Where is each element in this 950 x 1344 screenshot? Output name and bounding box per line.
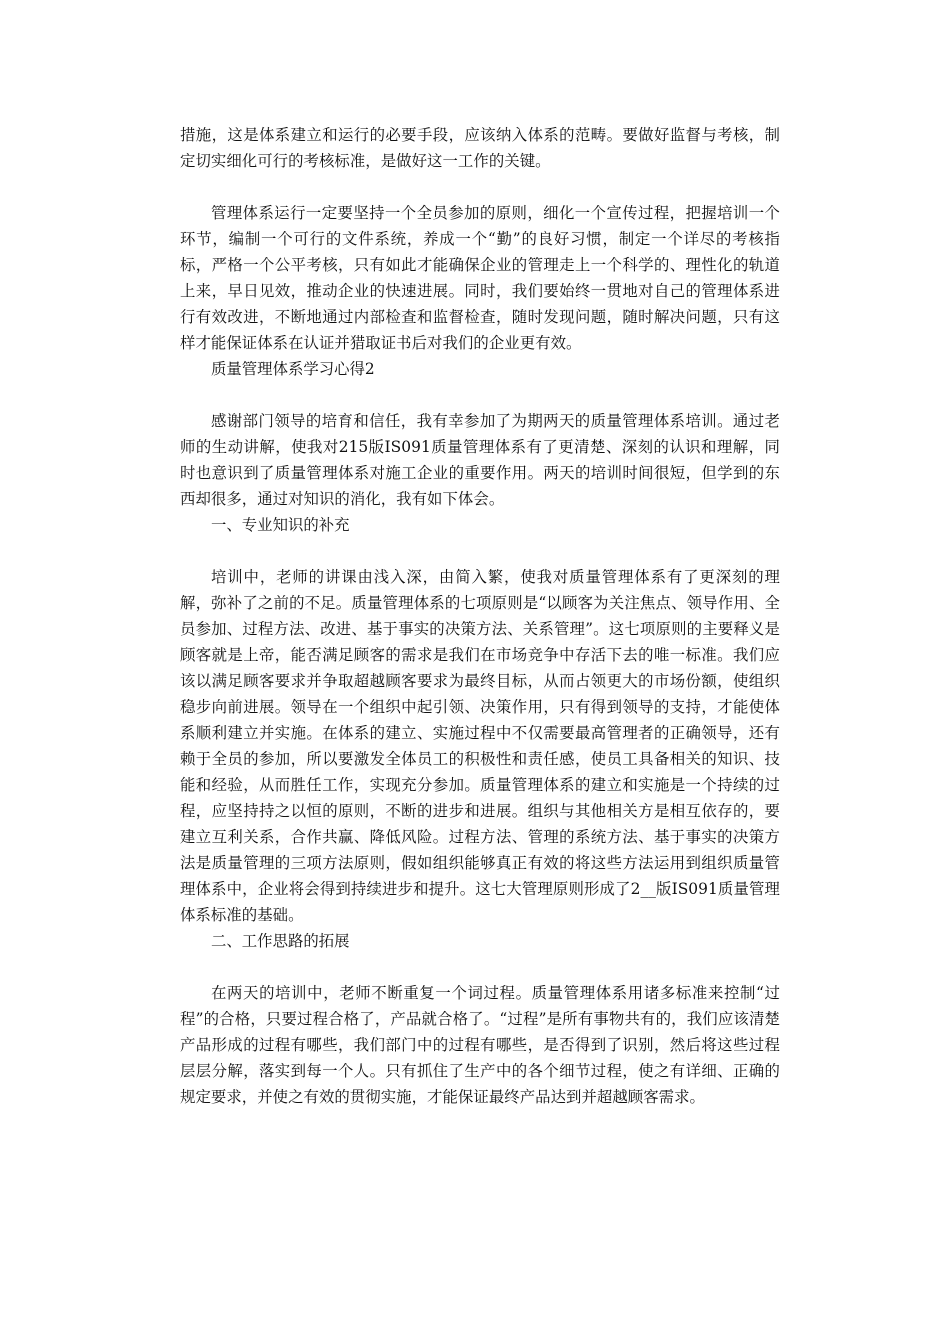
paragraph-seven-principles: 培训中，老师的讲课由浅入深，由简入繁，使我对质量管理体系有了更深刻的理解，弥补了之前的不足。质量管理体系的七项原则是“以顾客为关注焦点、领导作用、全员参加、过程方法、改进、基于事实的决策方法、关系管理”。这七项原则的主要释义是顾客就是上帝，能否满足顾客的需求是我们在市场竞争中存活下去的唯一标准。我们应该以满足顾客要求并争取超越顾客要求为最终目标，从而占领更大的市场份额，使组织稳步向前进展。领导在一个组织中起引领、决策作用，只有得到领导的支持，才能使体系顺利建立并实施。在体系的建立、实施过程中不仅需要最高管理者的正确领导，还有赖于全员的参加，所以要激发全体员工的积极性和责任感，使员工具备相关的知识、技能和经验，从而胜任工作，实现充分参加。质量管理体系的建立和实施是一个持续的过程，应坚持持之以恒的原则，不断的进步和进展。组织与其他相关方是相互依存的，要建立互利关系，合作共赢、降低风险。过程方法、管理的系统方法、基于事实的决策方法是质量管理的三项方法原则，假如组织能够真正有效的将这些方法运用到组织质量管理体系中，企业将会得到持续进步和提升。这七大管理原则形成了2__版IS091质量管理体系标准的基础。 (180, 568, 780, 924)
section-title-learning-notes-2: 质量管理体系学习心得2 (211, 360, 375, 378)
paragraph-management-system-operation: 管理体系运行一定要坚持一个全员参加的原则，细化一个宣传过程，把握培训一个环节，编制一个可行的文件系统，养成一个“勤”的良好习惯，制定一个详尽的考核指标，严格一个公平考核，只有如此才能确保企业的管理走上一个科学的、理性化的轨道上来，早日见效，推动企业的快速进展。同时，我们要始终一贯地对自己的管理体系进行有效改进，不断地通过内部检查和监督检查，随时发现问题，随时解决问题，只有这样才能保证体系在认证并猎取证书后对我们的企业更有效。 (180, 204, 780, 352)
paragraph-intro-continuation: 措施，这是体系建立和运行的必要手段，应该纳入体系的范畴。要做好监督与考核，制定切实细化可行的考核标准，是做好这一工作的关键。 (180, 126, 780, 170)
heading-work-thinking: 二、工作思路的拓展 (211, 932, 350, 950)
paragraph-training-thanks: 感谢部门领导的培育和信任，我有幸参加了为期两天的质量管理体系培训。通过老师的生动讲解，使我对215版IS091质量管理体系有了更清楚、深刻的认识和理解，同时也意识到了质量管理体系对施工企业的重要作用。两天的培训时间很短，但学到的东西却很多，通过对知识的消化，我有如下体会。 (180, 412, 780, 508)
paragraph-process-control: 在两天的培训中，老师不断重复一个词过程。质量管理体系用诸多标准来控制“过程”的合格，只要过程合格了，产品就合格了。“过程”是所有事物共有的，我们应该清楚产品形成的过程有哪些，我们部门中的过程有哪些，是否得到了识别，然后将这些过程层层分解，落实到每一个人。只有抓住了生产中的各个细节过程，使之有详细、正确的规定要求，并使之有效的贯彻实施，才能保证最终产品达到并超越顾客需求。 (180, 984, 780, 1106)
heading-professional-knowledge: 一、专业知识的补充 (211, 516, 350, 534)
document-page (180, 122, 780, 1110)
